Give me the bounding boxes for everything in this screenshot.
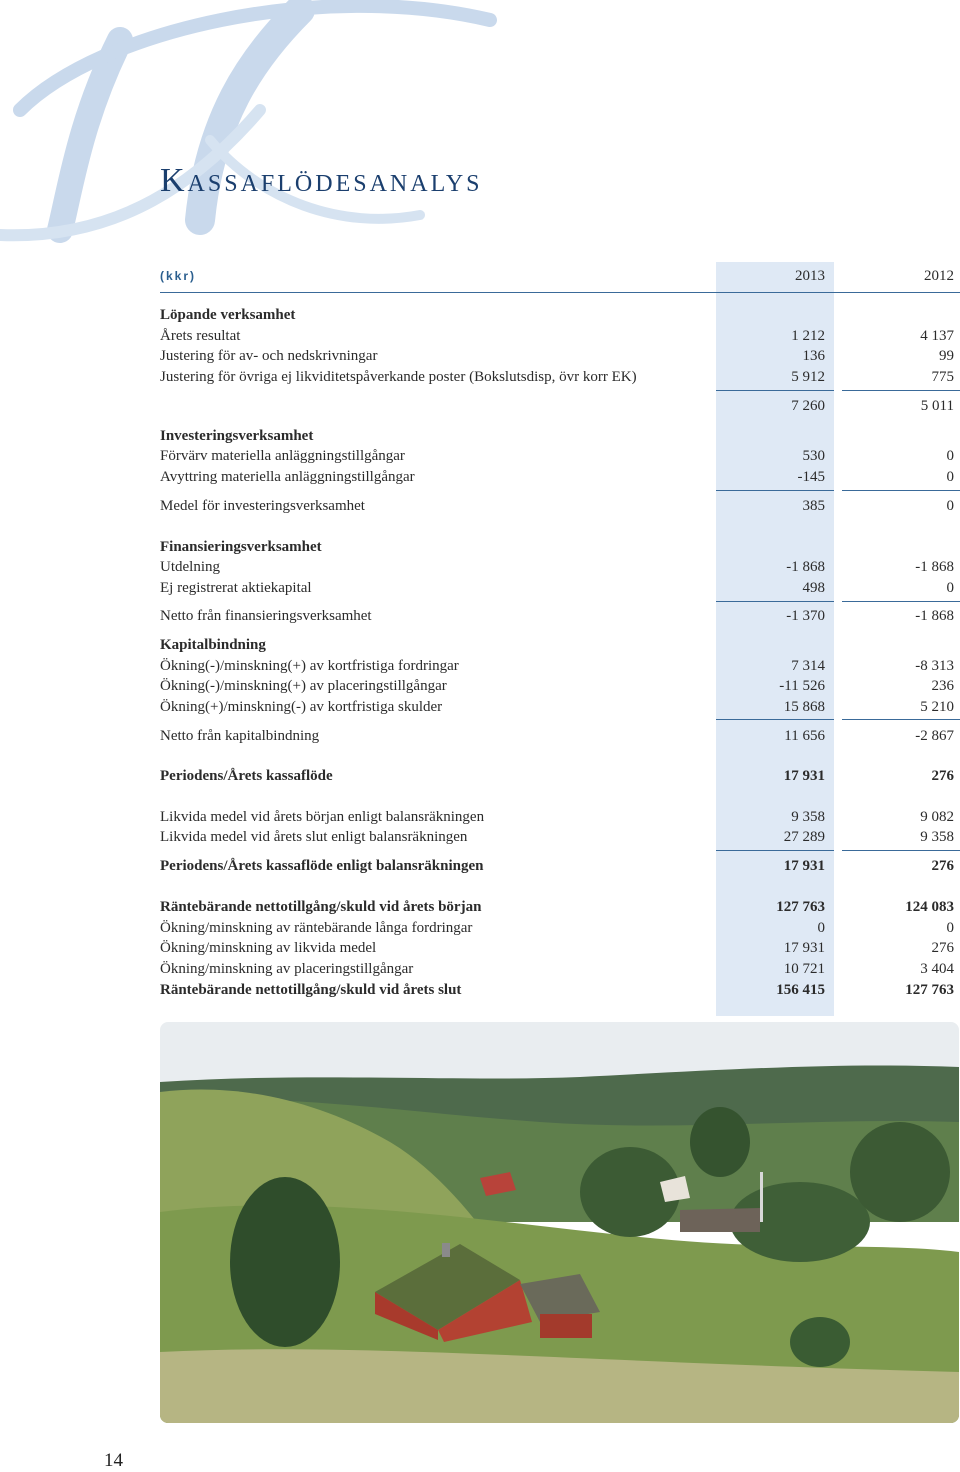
row-value-2012: 4 137 xyxy=(920,328,954,344)
row-label: Löpande verksamhet xyxy=(160,307,296,323)
row-value-2012: 0 xyxy=(946,469,954,485)
row-value-2013: 498 xyxy=(802,580,825,596)
table-row xyxy=(160,807,960,827)
table-row xyxy=(160,918,960,938)
unit-label: (kkr) xyxy=(160,269,197,283)
subtotal-rule-2012 xyxy=(842,850,960,851)
row-label: Utdelning xyxy=(160,559,220,575)
row-label: Ökning(-)/minskning(+) av kortfristiga fordringar xyxy=(160,658,459,674)
row-value-2012: 5 011 xyxy=(920,398,954,414)
table-row xyxy=(160,827,960,847)
row-value-2012: -1 868 xyxy=(915,559,954,575)
table-row xyxy=(160,396,960,416)
row-value-2013: -1 868 xyxy=(786,559,825,575)
subtotal-rule-2013 xyxy=(716,490,834,491)
table-row xyxy=(160,467,960,487)
row-value-2012: 236 xyxy=(931,678,954,694)
row-value-2013: 5 912 xyxy=(791,369,825,385)
table-row xyxy=(160,446,960,466)
subtotal-rule-2013 xyxy=(716,850,834,851)
row-label: Räntebärande nettotillgång/skuld vid årets slut xyxy=(160,982,462,998)
row-value-2013: 9 358 xyxy=(791,809,825,825)
row-value-2012: 775 xyxy=(931,369,954,385)
table-header-row xyxy=(160,266,960,286)
row-label: Netto från kapitalbindning xyxy=(160,728,320,744)
row-label: Finansieringsverksamhet xyxy=(160,539,322,555)
table-row xyxy=(160,676,960,696)
row-value-2012: 124 083 xyxy=(905,899,954,915)
row-value-2013: -11 526 xyxy=(779,678,825,694)
column-header-2012: 2012 xyxy=(924,268,954,284)
row-value-2012: 5 210 xyxy=(920,699,954,715)
table-row xyxy=(160,305,960,325)
row-value-2013: 7 314 xyxy=(791,658,825,674)
row-label: Ökning(+)/minskning(-) av kortfristiga skulder xyxy=(160,699,443,715)
row-label: Ökning/minskning av placeringstillgångar xyxy=(160,961,414,977)
row-value-2013: 0 xyxy=(817,920,825,936)
table-row xyxy=(160,766,960,786)
subtotal-rule-2013 xyxy=(716,719,834,720)
table-row xyxy=(160,635,960,655)
row-value-2012: 276 xyxy=(931,768,954,784)
row-value-2013: 15 868 xyxy=(783,699,825,715)
row-label: Likvida medel vid årets slut enligt balansräkningen xyxy=(160,829,468,845)
row-label: Räntebärande nettotillgång/skuld vid årets början xyxy=(160,899,482,915)
row-label: Kapitalbindning xyxy=(160,637,266,653)
table-row xyxy=(160,897,960,917)
row-label: Periodens/Årets kassaflöde enligt balansräkningen xyxy=(160,858,484,874)
row-value-2012: 276 xyxy=(931,858,954,874)
table-row xyxy=(160,367,960,387)
table-row xyxy=(160,938,960,958)
row-value-2013: 17 931 xyxy=(783,940,825,956)
subtotal-rule-2012 xyxy=(842,601,960,602)
table-row xyxy=(160,496,960,516)
column-header-2013: 2013 xyxy=(795,268,825,284)
row-value-2013: -145 xyxy=(797,469,825,485)
row-value-2012: 127 763 xyxy=(905,982,954,998)
page-number: 14 xyxy=(104,1450,123,1471)
row-label: Ökning(-)/minskning(+) av placeringstillgångar xyxy=(160,678,447,694)
row-label: Ökning/minskning av räntebärande långa fordringar xyxy=(160,920,473,936)
table-row xyxy=(160,557,960,577)
row-value-2012: -2 867 xyxy=(915,728,954,744)
subtotal-rule-2012 xyxy=(842,490,960,491)
table-row xyxy=(160,656,960,676)
header-rule xyxy=(160,292,960,293)
row-value-2013: 7 260 xyxy=(791,398,825,414)
subtotal-rule-2012 xyxy=(842,390,960,391)
table-row xyxy=(160,606,960,626)
row-label: Investeringsverksamhet xyxy=(160,428,314,444)
row-label: Justering för av- och nedskrivningar xyxy=(160,348,378,364)
row-value-2013: 127 763 xyxy=(776,899,825,915)
row-label: Justering för övriga ej likviditetspåverkande poster (Bokslutsdisp, övr korr EK) xyxy=(160,369,637,385)
row-value-2013: 530 xyxy=(802,448,825,464)
row-value-2013: -1 370 xyxy=(786,608,825,624)
row-value-2012: 0 xyxy=(946,498,954,514)
subtotal-rule-2013 xyxy=(716,601,834,602)
row-value-2013: 1 212 xyxy=(791,328,825,344)
row-label: Årets resultat xyxy=(160,328,241,344)
row-value-2013: 10 721 xyxy=(783,961,825,977)
row-value-2012: -1 868 xyxy=(915,608,954,624)
landscape-photo xyxy=(160,1022,959,1423)
row-value-2013: 385 xyxy=(802,498,825,514)
row-value-2012: 9 358 xyxy=(920,829,954,845)
row-value-2012: -8 313 xyxy=(915,658,954,674)
table-row xyxy=(160,980,960,1000)
table-row xyxy=(160,959,960,979)
table-row xyxy=(160,726,960,746)
row-label: Likvida medel vid årets början enligt balansräkningen xyxy=(160,809,485,825)
table-row xyxy=(160,856,960,876)
row-value-2013: 17 931 xyxy=(783,858,825,874)
page-title: Kassaflödesanalys xyxy=(160,162,483,199)
row-value-2013: 156 415 xyxy=(776,982,825,998)
row-label: Ej registrerat aktiekapital xyxy=(160,580,312,596)
row-label: Ökning/minskning av likvida medel xyxy=(160,940,377,956)
row-value-2012: 0 xyxy=(946,920,954,936)
row-value-2013: 27 289 xyxy=(783,829,825,845)
row-value-2012: 276 xyxy=(931,940,954,956)
row-label: Netto från finansieringsverksamhet xyxy=(160,608,372,624)
row-value-2013: 11 656 xyxy=(784,728,825,744)
subtotal-rule-2012 xyxy=(842,719,960,720)
table-row xyxy=(160,326,960,346)
row-value-2012: 9 082 xyxy=(920,809,954,825)
row-label: Avyttring materiella anläggningstillgångar xyxy=(160,469,415,485)
table-row xyxy=(160,697,960,717)
row-value-2013: 17 931 xyxy=(783,768,825,784)
table-row xyxy=(160,346,960,366)
table-row xyxy=(160,537,960,557)
subtotal-rule-2013 xyxy=(716,390,834,391)
row-label: Periodens/Årets kassaflöde xyxy=(160,768,333,784)
table-row xyxy=(160,426,960,446)
row-label: Medel för investeringsverksamhet xyxy=(160,498,365,514)
row-label: Förvärv materiella anläggningstillgångar xyxy=(160,448,405,464)
table-row xyxy=(160,578,960,598)
row-value-2012: 0 xyxy=(946,580,954,596)
row-value-2012: 99 xyxy=(939,348,954,364)
row-value-2013: 136 xyxy=(802,348,825,364)
row-value-2012: 0 xyxy=(946,448,954,464)
row-value-2012: 3 404 xyxy=(920,961,954,977)
monogram-k-logo xyxy=(0,0,520,260)
